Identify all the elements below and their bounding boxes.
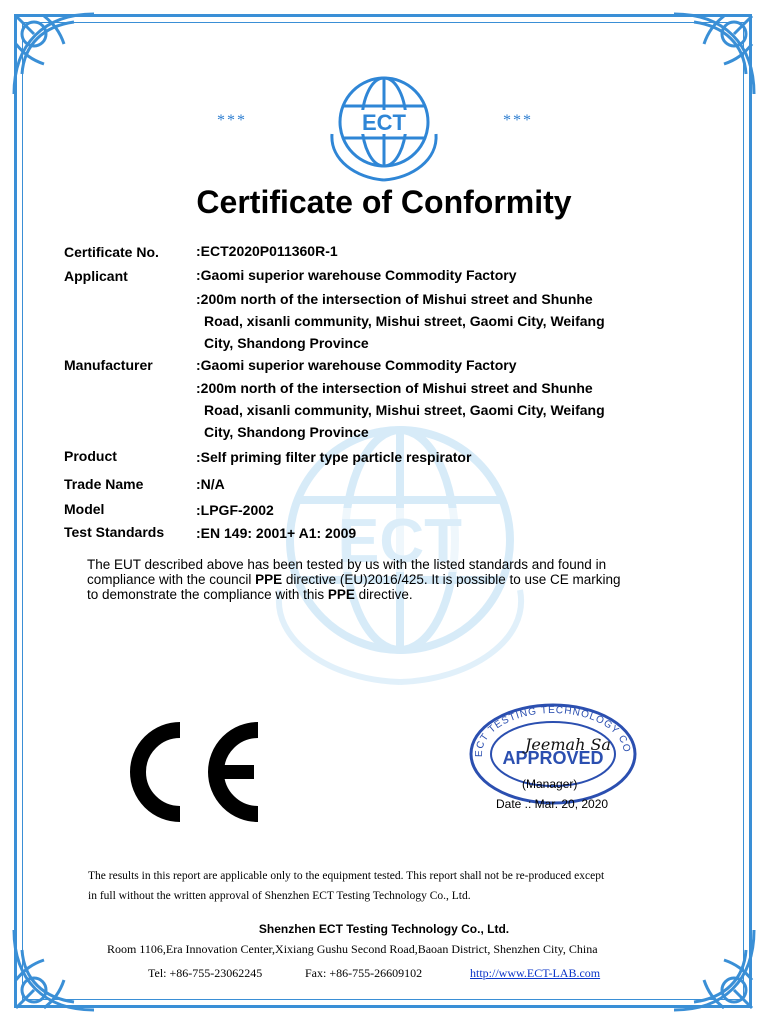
decorative-stars-left: *** <box>217 112 247 129</box>
statement-line-1: The EUT described above has been tested by us with the listed standards and found in <box>87 557 607 572</box>
svg-text:ECT: ECT <box>338 507 462 576</box>
stamp-approved-text: APPROVED <box>502 748 604 768</box>
corner-ornament-bottom-left <box>4 924 100 1020</box>
field-label-applicant: Applicant <box>64 268 128 284</box>
statement-text: compliance with the council <box>87 572 256 587</box>
field-label-test-standards: Test Standards <box>64 524 165 540</box>
disclaimer-line-2: in full without the written approval of Shenzhen ECT Testing Technology Co., Ltd. <box>88 890 471 902</box>
field-value-product: :Self priming filter type particle respirator <box>196 449 472 465</box>
issue-date: Date .: Mar. 20, 2020 <box>496 797 609 811</box>
field-value-test-standards: :EN 149: 2001+ A1: 2009 <box>196 525 357 541</box>
field-value-applicant-name: :Gaomi superior warehouse Commodity Factory <box>196 267 517 283</box>
field-value-manufacturer-address-2: Road, xisanli community, Mishui street, Gaomi City, Weifang <box>204 402 605 418</box>
field-value-applicant-address-1: :200m north of the intersection of Mishui street and Shunhe <box>196 291 593 307</box>
field-value-manufacturer-address-1: :200m north of the intersection of Mishui street and Shunhe <box>196 380 593 396</box>
corner-ornament-bottom-right <box>668 924 764 1020</box>
manager-signature: Jeemah Sa <box>525 735 611 754</box>
statement-text: directive (EU)2016/425. It is possible to use CE marking <box>282 572 621 587</box>
ce-mark-icon <box>118 722 268 822</box>
stamp-ring-text: ECT TESTING TECHNOLOGY CO <box>473 704 633 758</box>
conformity-statement <box>87 557 727 602</box>
field-label-certificate-no: Certificate No. <box>64 244 159 260</box>
disclaimer-line-1: The results in this report are applicable only to the equipment tested. This report shall not be re-produced except <box>88 870 605 882</box>
footer-website-link[interactable]: http://www.ECT-LAB.com <box>470 966 601 980</box>
decorative-stars-right: *** <box>503 112 533 129</box>
field-label-manufacturer: Manufacturer <box>64 357 153 373</box>
footer-fax: Fax: +86-755-26609102 <box>305 966 423 980</box>
field-value-manufacturer-name: :Gaomi superior warehouse Commodity Factory <box>196 357 517 373</box>
manager-caption: (Manager) <box>522 777 578 791</box>
disclaimer <box>88 866 708 906</box>
footer-telephone: Tel: +86-755-23062245 <box>148 966 263 980</box>
field-value-model: :LPGF-2002 <box>196 502 274 518</box>
corner-ornament-top-right <box>668 4 764 100</box>
statement-ppe-bold: PPE <box>255 572 283 587</box>
field-value-certificate-no: :ECT2020P011360R-1 <box>196 243 338 259</box>
field-label-product: Product <box>64 448 117 464</box>
certificate-title: Certificate of Conformity <box>196 184 572 220</box>
statement-text: to demonstrate the compliance with this <box>87 587 328 602</box>
field-value-trade-name: :N/A <box>196 476 225 492</box>
field-label-trade-name: Trade Name <box>64 476 144 492</box>
footer-address: Room 1106,Era Innovation Center,Xixiang Gushu Second Road,Baoan District, Shenzhen City, China <box>107 942 598 956</box>
corner-ornament-top-left <box>4 4 100 100</box>
field-value-applicant-address-2: Road, xisanli community, Mishui street, Gaomi City, Weifang <box>204 313 605 329</box>
footer-company-name: Shenzhen ECT Testing Technology Co., Ltd. <box>258 922 510 936</box>
ect-logo-icon <box>318 64 450 184</box>
statement-line-2 <box>87 572 727 587</box>
field-label-model: Model <box>64 501 105 517</box>
field-value-applicant-address-3: City, Shandong Province <box>204 335 369 351</box>
field-value-manufacturer-address-3: City, Shandong Province <box>204 424 369 440</box>
statement-ppe-bold: PPE <box>327 587 355 602</box>
statement-text: directive. <box>354 587 413 602</box>
logo-text: ECT <box>362 110 406 135</box>
statement-line-3 <box>87 587 727 602</box>
